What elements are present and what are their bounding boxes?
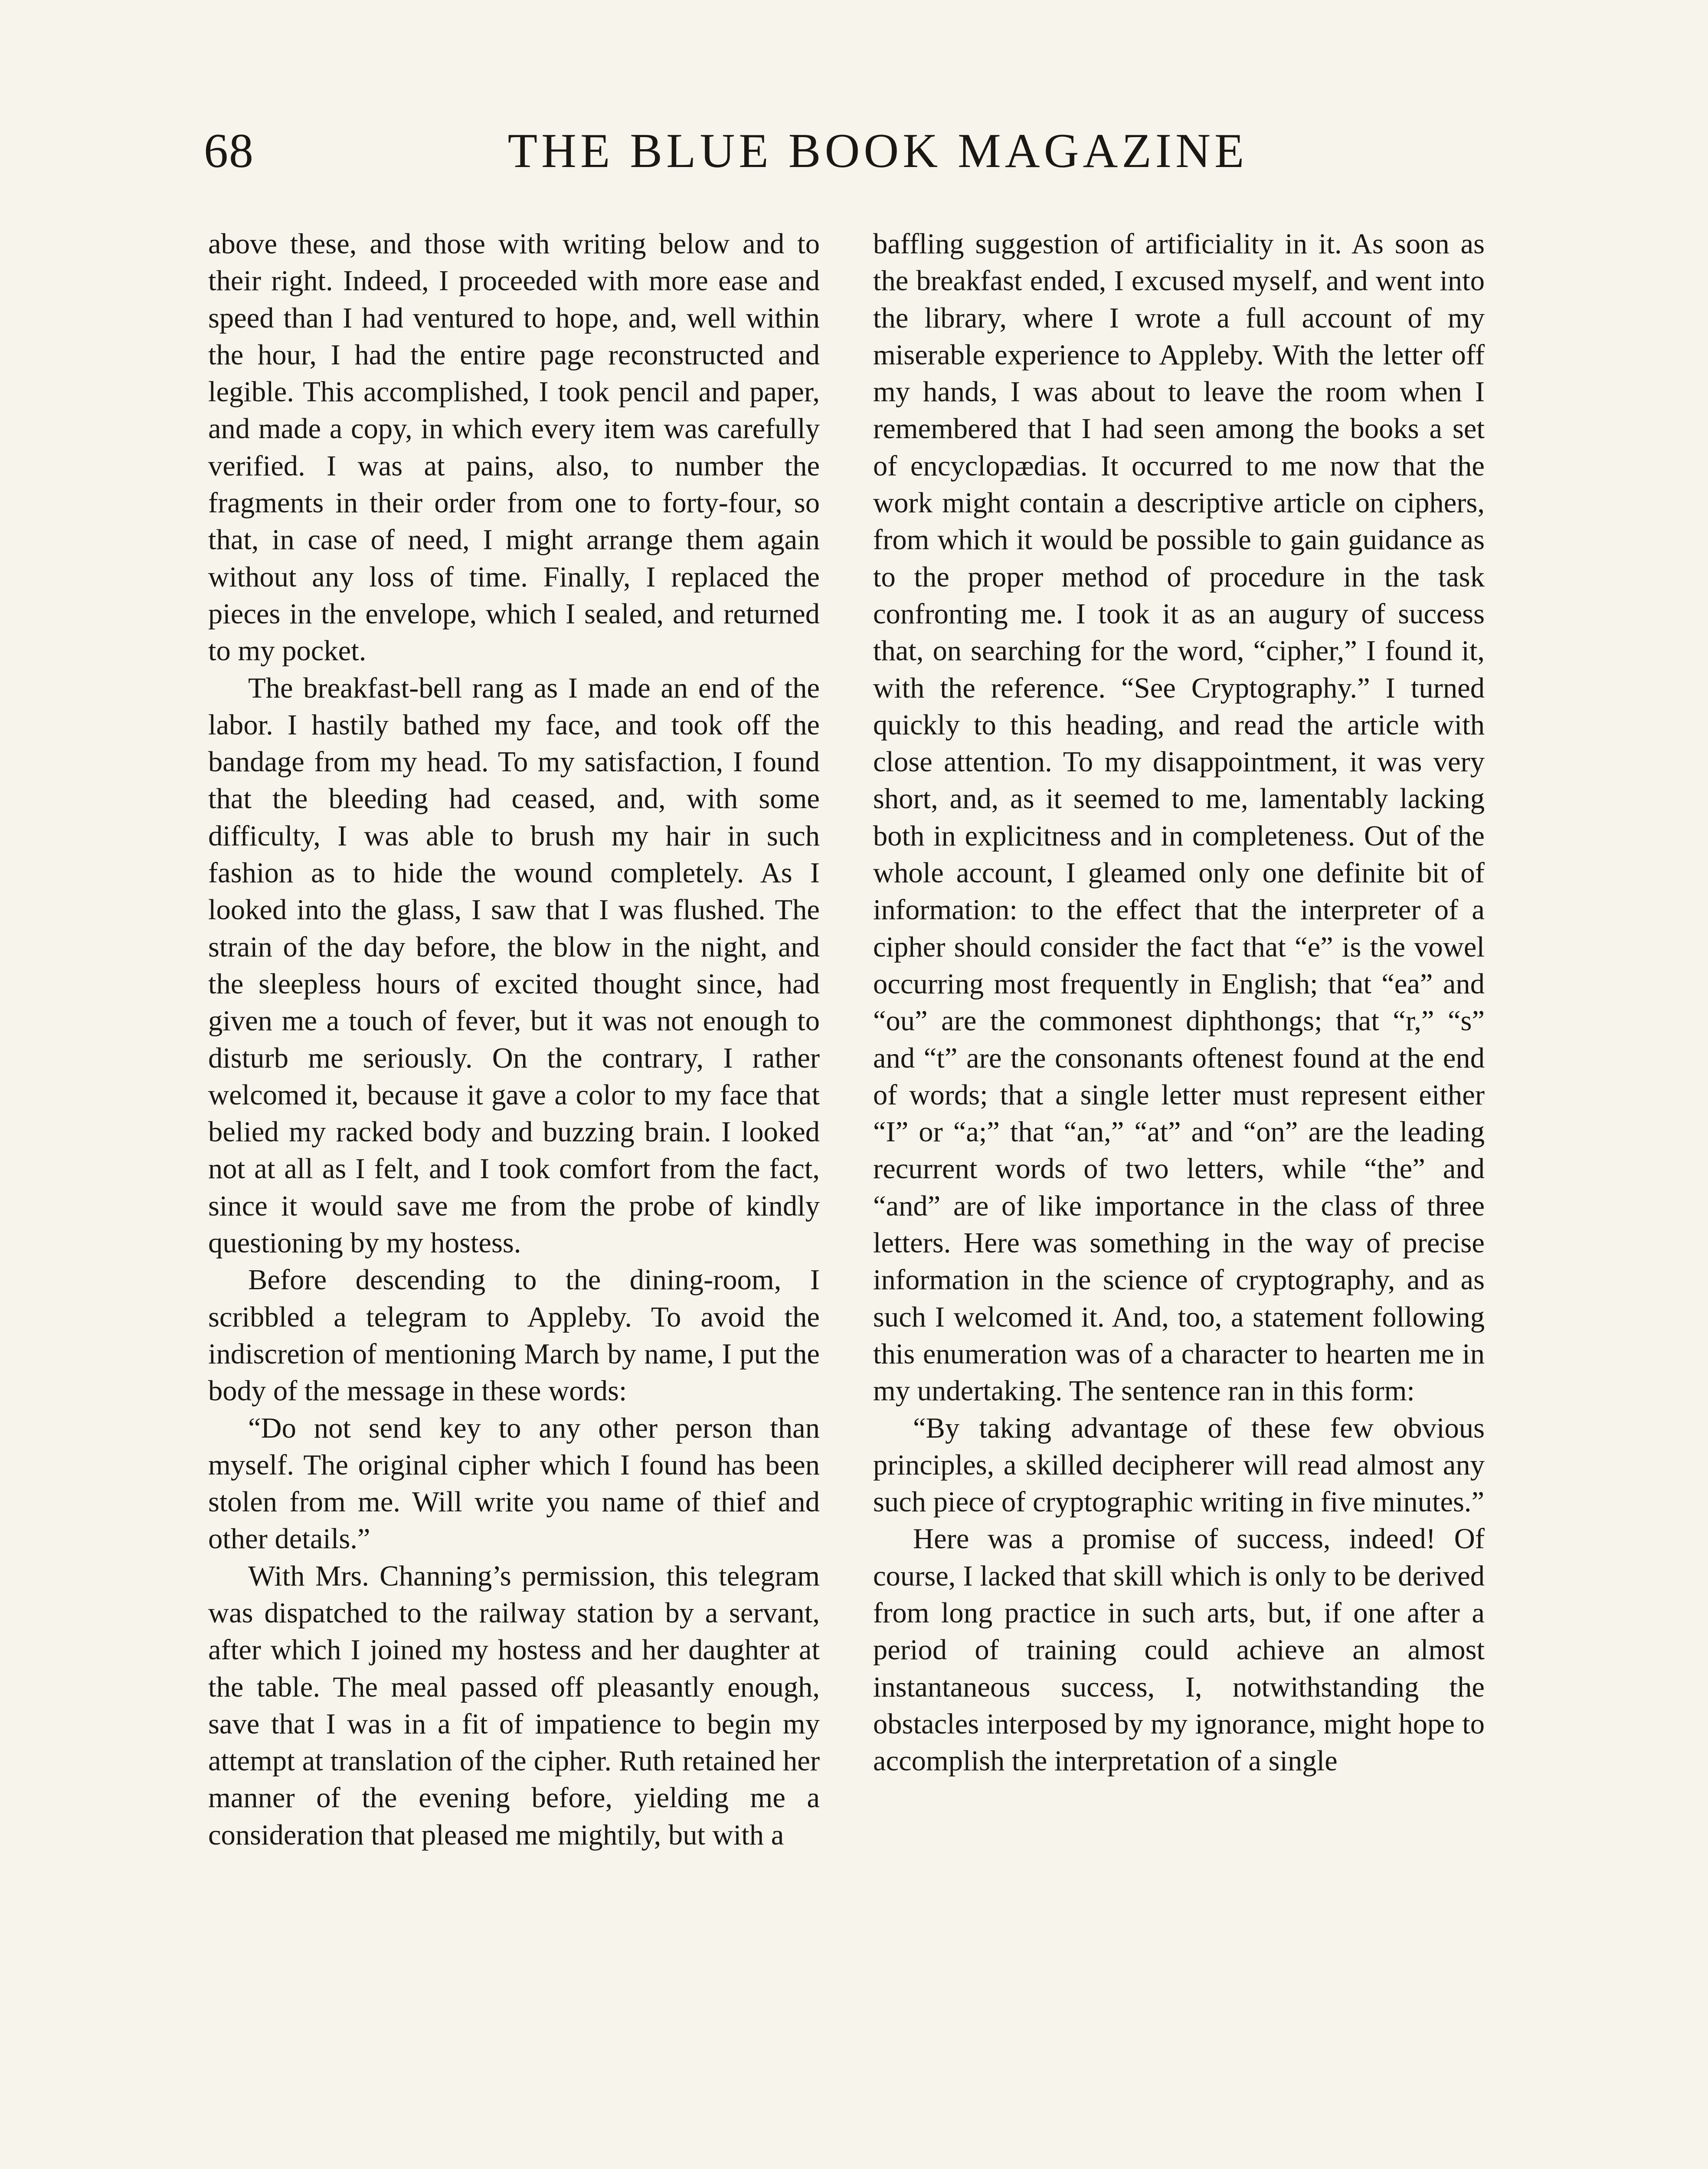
paragraph: Before descending to the dining-room, I scribbled a telegram to Appleby. To avoid the indiscretion of mentioning March by name, I put the body of the message in these words:: [208, 1264, 820, 1407]
telegram-quote: “Do not send key to any other person than myself. The original cipher which I found has been stolen from me. Will write you name of thief and other details.”: [208, 1412, 820, 1555]
paragraph: baffling suggestion of artificiality in it. As soon as the breakfast ended, I excused myself, and went into the library, where I wrote a full account of my miserable experience to Appleby. With the letter off my hands, I was about to leave the room when I remembered that I had seen among the books a set of encyclopædias. It occurred to me now that the work might contain a descriptive article on ciphers, from which it would be possible to gain guidance as to the proper method of procedure in the task confronting me. I took it as an augury of success that, on searching for the word, “cipher,” I found it, with the reference. “See Cryptography.” I turned quickly to this heading, and read the article with close attention. To my disappointment, it was very short, and, as it seemed to me, lamentably lacking both in explicitness and in completeness. Out of the whole account, I gleamed only one definite bit of information: to the effect that the interpreter of a cipher should consider the fact that “e” is the vowel occurring most frequently in English; that “ea” and “ou” are the commonest diphthongs; that “r,” “s” and “t” are the consonants oftenest found at the end of words; that a single letter must represent either “I” or “a;” that “an,” “at” and “on” are the leading recurrent words of two letters, while “the” and “and” are of like importance in the class of three letters. Here was something in the way of precise information in the science of cryptography, and as such I welcomed it. And, too, a statement following this enumeration was of a character to hearten me in my undertaking. The sentence ran in this form:: [873, 228, 1485, 1407]
page-number: 68: [204, 124, 254, 178]
encyclopedia-quote: “By taking advantage of these few obvious principles, a skilled decipherer will read almost any such piece of cryptographic writing in five minutes.”: [873, 1412, 1485, 1518]
paragraph: above these, and those with writing below and to their right. Indeed, I proceeded with more ease and speed than I had ventured to hope, and, well within the hour, I had the entire page reconstructed and legible. This accomplished, I took pencil and paper, and made a copy, in which every item was carefully verified. I was at pains, also, to number the fragments in their order from one to forty-four, so that, in case of need, I might arrange them again without any loss of time. Finally, I replaced the pieces in the envelope, which I sealed, and returned to my pocket.: [208, 228, 820, 667]
right-column: [873, 226, 1485, 1779]
running-head: THE BLUE BOOK MAGAZINE: [507, 124, 1248, 178]
left-column: [208, 226, 820, 1854]
paragraph: With Mrs. Channing’s permission, this telegram was dispatched to the railway station by a servant, after which I joined my hostess and her daughter at the table. The meal passed off pleasantly enough, save that I was in a fit of impatience to begin my attempt at translation of the cipher. Ruth retained her manner of the evening before, yielding me a consideration that pleased me mightily, but with a: [208, 1560, 820, 1851]
paragraph: The breakfast-bell rang as I made an end of the labor. I hastily bathed my face, and took off the bandage from my head. To my satisfaction, I found that the bleeding had ceased, and, with some difficulty, I was able to brush my hair in such fashion as to hide the wound completely. As I looked into the glass, I saw that I was flushed. The strain of the day before, the blow in the night, and the sleepless hours of excited thought since, had given me a touch of fever, but it was not enough to disturb me seriously. On the contrary, I rather welcomed it, because it gave a color to my face that belied my racked body and buzzing brain. I looked not at all as I felt, and I took comfort from the fact, since it would save me from the probe of kindly questioning by my hostess.: [208, 672, 820, 1259]
paragraph: Here was a promise of success, indeed! Of course, I lacked that skill which is only to be derived from long practice in such arts, but, if one after a period of training could achieve an almost instantaneous success, I, notwithstanding the obstacles interposed by my ignorance, might hope to accomplish the interpretation of a single: [873, 1523, 1485, 1777]
